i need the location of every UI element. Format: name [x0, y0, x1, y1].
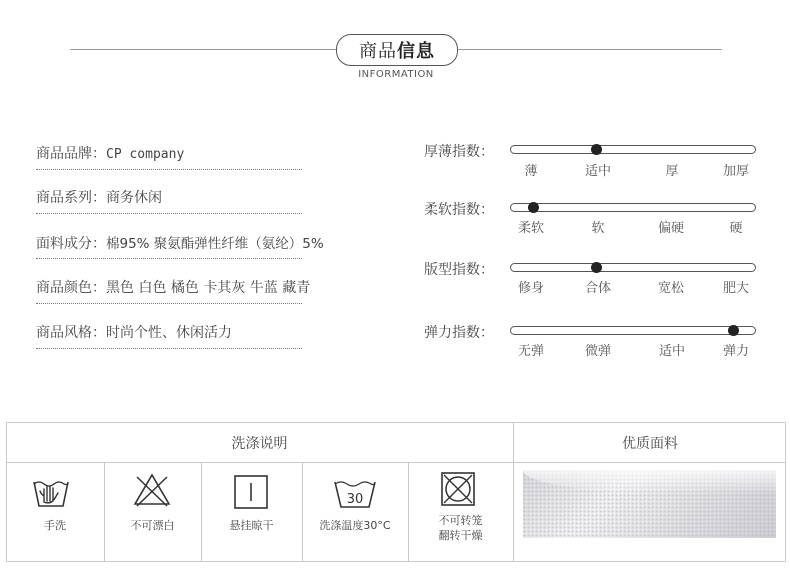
section-title-part1: 商品	[359, 41, 397, 62]
attribute-value: 商务休闲	[106, 190, 162, 206]
care-heading: 洗涤说明	[231, 436, 288, 452]
attribute-style	[36, 322, 302, 349]
attribute-label: 商品品牌：	[36, 146, 106, 162]
softness-index-marker	[528, 202, 539, 213]
attribute-colors	[36, 277, 311, 304]
header-divider-left	[70, 49, 342, 50]
fit-scale-label: 肥大	[722, 281, 750, 296]
care-cell-divider	[104, 462, 105, 562]
no-tumble-dry-icon	[440, 471, 476, 507]
no-tumble-dry-label-line1: 不可转笼	[438, 514, 483, 527]
attribute-material	[36, 232, 324, 259]
elasticity-scale-label: 微弹	[584, 344, 612, 359]
attribute-brand	[36, 143, 302, 170]
care-cell-divider	[201, 462, 202, 562]
header-divider-right	[448, 49, 722, 50]
softness-scale-label: 硬	[729, 221, 743, 236]
attribute-label: 面料成分：	[36, 236, 106, 252]
section-title	[336, 34, 458, 66]
fit-index-label: 版型指数：	[424, 262, 494, 278]
hang-dry-icon	[233, 474, 269, 510]
thickness-scale-label: 加厚	[722, 164, 750, 179]
attribute-value: 时尚个性、休闲活力	[106, 325, 232, 341]
fit-index-marker	[591, 262, 602, 273]
no-tumble-dry-label-line2: 翻转干燥	[438, 529, 483, 542]
attribute-label: 商品颜色：	[36, 280, 106, 296]
no-bleach-label: 不可漂白	[130, 519, 175, 532]
thickness-scale-label: 薄	[524, 164, 538, 179]
thickness-index-track	[510, 145, 756, 154]
section-title-part2: 信息	[397, 41, 435, 62]
elasticity-index-label: 弹力指数：	[424, 325, 494, 341]
elasticity-scale-label: 无弹	[517, 344, 545, 359]
thickness-scale-label: 适中	[584, 164, 612, 179]
elasticity-scale-label: 适中	[658, 344, 686, 359]
fit-scale-label: 修身	[517, 281, 545, 296]
softness-index-track	[510, 203, 756, 212]
softness-scale-label: 软	[591, 221, 605, 236]
softness-scale-label: 偏硬	[657, 221, 685, 236]
softness-index-label: 柔软指数：	[424, 202, 494, 218]
wash-temperature-label: 洗涤温度30°C	[319, 519, 391, 532]
attribute-label: 商品系列：	[36, 190, 106, 206]
no-tumble-dry-label	[408, 513, 513, 543]
fit-scale-label: 宽松	[657, 281, 685, 296]
attribute-value: 棉95% 聚氨酯弹性纤维（氨纶）5%	[106, 236, 324, 252]
care-cell-divider	[302, 462, 303, 562]
elasticity-index-track	[510, 326, 756, 335]
attribute-value: CP company	[106, 147, 185, 162]
thickness-scale-label: 厚	[665, 164, 679, 179]
wash-30-icon	[332, 476, 378, 510]
table-header-divider	[6, 462, 786, 463]
hang-dry-label: 悬挂晾干	[229, 519, 274, 532]
thickness-index-marker	[591, 144, 602, 155]
hand-wash-label: 手洗	[44, 519, 66, 532]
care-cell-divider	[408, 462, 409, 562]
wash-temperature-value: 30	[346, 492, 364, 507]
attribute-value: 黑色 白色 橘色 卡其灰 牛蓝 藏青	[106, 280, 311, 296]
fit-scale-label: 合体	[584, 281, 612, 296]
hand-wash-icon	[31, 474, 71, 510]
fabric-heading: 优质面料	[622, 436, 678, 452]
thickness-index-label: 厚薄指数：	[424, 144, 494, 160]
section-subtitle: INFORMATION	[358, 69, 434, 80]
elasticity-scale-label: 弹力	[722, 344, 750, 359]
no-bleach-icon	[132, 472, 172, 508]
attribute-series	[36, 187, 302, 214]
attribute-label: 商品风格：	[36, 325, 106, 341]
elasticity-index-marker	[728, 325, 739, 336]
softness-scale-label: 柔软	[517, 221, 545, 236]
fit-index-track	[510, 263, 756, 272]
